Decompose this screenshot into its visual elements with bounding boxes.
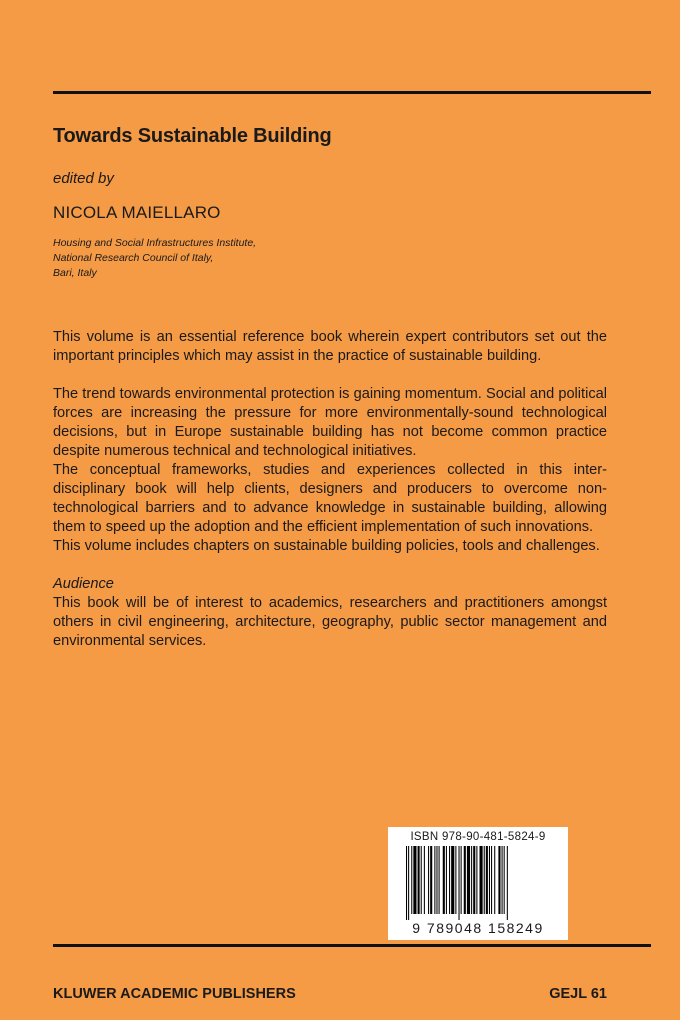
barcode-bar: [424, 846, 425, 914]
description-text: [53, 328, 607, 651]
barcode-bar: [455, 846, 456, 914]
barcode-bar: [491, 846, 492, 914]
edited-by-label: edited by: [53, 170, 114, 187]
barcode-bar: [449, 846, 450, 914]
barcode-bar: [473, 846, 475, 914]
barcode-bar: [418, 846, 420, 914]
barcode-bar: [504, 846, 505, 914]
barcode-bar: [406, 846, 407, 920]
affiliation-line: Housing and Social Infrastructures Institute,: [53, 237, 257, 249]
barcode-bar: [436, 846, 437, 914]
barcode-bar: [489, 846, 490, 914]
barcode-bar: [439, 846, 440, 914]
isbn-label: ISBN 978-90-481-5824-9: [410, 831, 546, 843]
barcode-bar: [471, 846, 472, 914]
description-paragraph: The trend towards environmental protection is gaining momentum. Social and political forces are increasing the pressure for more environmentally-sound technological decisions, but in Europe sustainable building has not become common practice despite numerous technical and technological initiatives.: [53, 386, 607, 459]
barcode-bar: [443, 846, 445, 914]
barcode-bar: [476, 846, 477, 914]
top-rule: [53, 91, 651, 94]
barcode-bar: [484, 846, 485, 914]
barcode-bar: [502, 846, 503, 914]
barcode-bar: [446, 846, 447, 914]
barcode-bar: [486, 846, 488, 914]
barcode-bar: [461, 846, 462, 914]
series-code: GEJL 61: [549, 986, 607, 1002]
barcode-bar: [451, 846, 454, 914]
barcode-digits: 9 789048 158249: [412, 920, 544, 936]
barcode-bar: [459, 846, 460, 920]
bottom-rule: [53, 944, 651, 947]
isbn-barcode: [388, 827, 568, 940]
barcode-bar: [434, 846, 435, 914]
audience-paragraph: This book will be of interest to academics, researchers and practitioners amongst others in civil engineering, architecture, geography, public sector management and environmental services.: [53, 595, 607, 649]
barcode-bar: [428, 846, 429, 914]
affiliation-line: National Research Council of Italy,: [53, 252, 214, 264]
barcode-bar: [411, 846, 412, 914]
barcode-bar: [507, 846, 508, 920]
description-paragraph: This volume is an essential reference book wherein expert contributors set out the important principles which may assist in the practice of sustainable building.: [53, 329, 607, 364]
description-paragraph: This volume includes chapters on sustainable building policies, tools and challenges.: [53, 538, 600, 554]
barcode-bar: [421, 846, 422, 914]
affiliation-line: Bari, Italy: [53, 267, 97, 279]
barcode-bar: [480, 846, 483, 914]
barcode-bar: [430, 846, 432, 914]
barcode-bar: [498, 846, 500, 914]
barcode-bar: [494, 846, 495, 914]
editor-affiliation: [53, 236, 256, 281]
barcode-bar: [467, 846, 470, 914]
book-title: Towards Sustainable Building: [53, 125, 332, 147]
barcode-bar: [408, 846, 409, 920]
barcode-bar: [464, 846, 466, 914]
publisher-name: KLUWER ACADEMIC PUBLISHERS: [53, 986, 296, 1002]
editor-name: NICOLA MAIELLARO: [53, 203, 221, 222]
barcode-bars-icon: [404, 846, 552, 920]
barcode-bar: [413, 846, 416, 914]
description-paragraph: The conceptual frameworks, studies and experiences collected in this inter-disciplinary book will help clients, designers and producers to overcome non-technological barriers and to advance knowledge in sustainable building, allowing them to speed up the adoption and the efficient implementation of such innovations.: [53, 462, 607, 535]
audience-heading: Audience: [53, 576, 114, 592]
